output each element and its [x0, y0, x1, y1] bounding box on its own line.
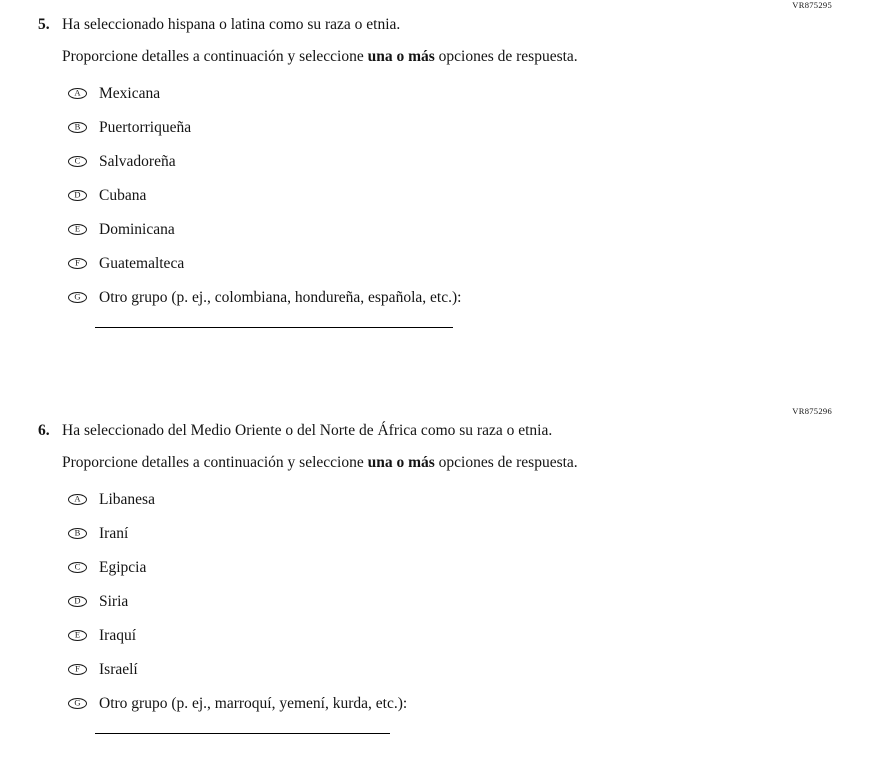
- answer-bubble-icon[interactable]: B: [68, 122, 87, 133]
- option-label: Libanesa: [99, 491, 155, 508]
- question-6-options: [68, 490, 887, 734]
- option-row-a[interactable]: [68, 84, 887, 103]
- question-5-heading: [38, 15, 887, 35]
- option-label: Otro grupo (p. ej., colombiana, hondureña, española, etc.):: [99, 289, 462, 306]
- writein-line[interactable]: [95, 733, 390, 734]
- option-label: Siria: [99, 593, 129, 610]
- option-label: Otro grupo (p. ej., marroquí, yemení, kurda, etc.):: [99, 695, 408, 712]
- option-row-g-other[interactable]: [68, 694, 887, 713]
- question-number: 6.: [38, 422, 50, 439]
- question-5: [0, 0, 887, 328]
- question-prompt: Ha seleccionado del Medio Oriente o del Norte de África como su raza o etnia.: [62, 422, 553, 439]
- option-label: Dominicana: [99, 221, 175, 238]
- option-label: Salvadoreña: [99, 153, 176, 170]
- option-label: Cubana: [99, 187, 147, 204]
- instruction-bold-text: una o más: [367, 48, 435, 65]
- option-row-f[interactable]: [68, 254, 887, 273]
- question-6-heading: [38, 421, 887, 441]
- option-label: Guatemalteca: [99, 255, 185, 272]
- form-code: VR875295: [792, 0, 832, 10]
- option-row-a[interactable]: [68, 490, 887, 509]
- answer-bubble-icon[interactable]: F: [68, 664, 87, 675]
- answer-bubble-icon[interactable]: D: [68, 596, 87, 607]
- option-label: Puertorriqueña: [99, 119, 192, 136]
- option-row-b[interactable]: [68, 118, 887, 137]
- answer-bubble-icon[interactable]: E: [68, 224, 87, 235]
- instruction-text: opciones de respuesta.: [434, 48, 578, 65]
- question-instruction: [62, 47, 887, 67]
- option-label: Iraquí: [99, 627, 137, 644]
- answer-bubble-icon[interactable]: B: [68, 528, 87, 539]
- option-row-g-other[interactable]: [68, 288, 887, 307]
- question-number: 5.: [38, 16, 50, 33]
- answer-bubble-icon[interactable]: G: [68, 698, 87, 709]
- option-row-d[interactable]: [68, 186, 887, 205]
- answer-bubble-icon[interactable]: C: [68, 562, 87, 573]
- question-5-options: [68, 84, 887, 328]
- option-row-c[interactable]: [68, 152, 887, 171]
- answer-bubble-icon[interactable]: F: [68, 258, 87, 269]
- writein-line[interactable]: [95, 327, 453, 328]
- instruction-text: Proporcione detalles a continuación y seleccione: [62, 454, 368, 471]
- answer-bubble-icon[interactable]: E: [68, 630, 87, 641]
- option-label: Israelí: [99, 661, 138, 678]
- form-code: VR875296: [792, 406, 832, 416]
- instruction-text: Proporcione detalles a continuación y seleccione: [62, 48, 368, 65]
- question-prompt: Ha seleccionado hispana o latina como su raza o etnia.: [62, 16, 401, 33]
- answer-bubble-icon[interactable]: C: [68, 156, 87, 167]
- question-6: [0, 406, 887, 734]
- option-row-e[interactable]: [68, 220, 887, 239]
- answer-bubble-icon[interactable]: G: [68, 292, 87, 303]
- option-row-f[interactable]: [68, 660, 887, 679]
- option-row-e[interactable]: [68, 626, 887, 645]
- option-label: Mexicana: [99, 85, 161, 102]
- option-row-d[interactable]: [68, 592, 887, 611]
- option-label: Egipcia: [99, 559, 147, 576]
- option-label: Iraní: [99, 525, 129, 542]
- option-row-c[interactable]: [68, 558, 887, 577]
- answer-bubble-icon[interactable]: D: [68, 190, 87, 201]
- answer-bubble-icon[interactable]: A: [68, 494, 87, 505]
- option-row-b[interactable]: [68, 524, 887, 543]
- instruction-bold-text: una o más: [367, 454, 435, 471]
- instruction-text: opciones de respuesta.: [434, 454, 578, 471]
- answer-bubble-icon[interactable]: A: [68, 88, 87, 99]
- question-instruction: [62, 453, 887, 473]
